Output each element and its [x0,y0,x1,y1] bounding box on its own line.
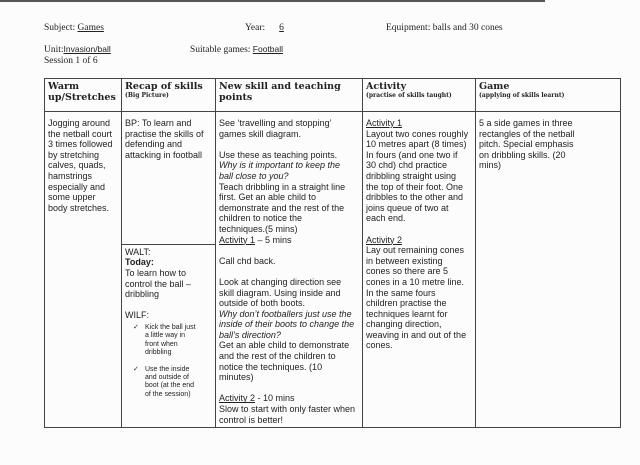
game-cell [476,112,621,428]
paragraph [219,277,359,309]
text-line: In the same fours [366,287,436,298]
text-line: techniques.(5 mins) [219,223,298,234]
paragraph [258,235,292,245]
text-line: 5 a side games in three [479,118,573,128]
paragraph [219,256,359,267]
col-header-game [476,79,621,112]
col-subtitle: (Big Picture) [125,92,169,99]
paragraph [366,245,472,351]
paragraph [125,247,212,258]
paragraph [219,393,255,403]
recap-big-picture-cell [122,112,216,245]
text-line: children to notice the [219,213,303,224]
text-line: children practise the [366,298,447,309]
text-line: Look at changing direction see [219,276,342,287]
wilf-item [125,366,212,400]
paragraph [219,160,359,181]
col-subtitle: (practise of skills taught) [366,92,452,99]
year-field [245,23,292,33]
paragraph [479,118,617,171]
text-line: on dribbling skills. (20 [479,149,566,160]
text-line: WILF: [125,310,149,321]
paragraph [258,393,295,403]
equipment-value: balls and 30 cones [432,23,503,33]
paragraph [48,118,118,213]
check-icon: ✓ [133,323,139,331]
equipment-label: Equipment: [386,23,431,33]
text-line: 10 metres apart (8 times) [366,139,467,150]
text-line: Why don’t footballers just use the [219,308,352,319]
text-line: attacking in football [125,149,203,160]
text-line: dribbling straight using [366,170,457,181]
text-line: skill diagram. Using inside and [219,287,341,298]
text-line: Kick the ball just [145,323,196,331]
text-line: pitch. Special emphasis [479,139,574,150]
paragraph [219,404,359,425]
text-line: a little way in [145,332,186,340]
text-line: ball close to you? [219,170,289,181]
text-line: practise the skills of [125,128,204,139]
paragraph [219,182,359,235]
text-line: hamstrings [48,170,93,181]
text-line: Slow to start with only faster when [219,404,356,415]
header-row [45,79,621,112]
text-line: in between existing [366,255,443,266]
spacer [219,383,359,394]
paragraph [366,235,472,246]
text-line: Lay out remaining cones [366,245,465,256]
session-label: Session 1 of 6 [44,56,98,66]
text-line: body stretches. [48,202,110,213]
text-line: dribbling [125,289,160,300]
paragraph [219,118,359,139]
text-line: - 10 mins [257,393,295,404]
text-line: dribbles to the other and [366,192,464,203]
paragraph [219,309,359,341]
suitable-games-field [190,44,283,55]
text-line: and the rest of the children to [219,351,336,362]
text-line: inside of their boots to change the [219,319,355,330]
paragraph [125,268,212,300]
text-line: weaving in and out of the [366,329,467,340]
text-line: each end. [366,213,406,224]
col-subtitle: (applying of skills learnt) [479,92,565,99]
text-line: techniques learnt for [366,308,448,319]
text-line: front when [145,340,178,348]
wilf-list [125,324,212,399]
paragraph [125,118,212,160]
unit-label: Unit: [44,45,64,55]
text-line: Activity 2 [366,234,403,245]
year-value: 6 [279,23,284,33]
text-line: Get an able child to demonstrate [219,340,350,351]
walt-block [125,247,212,321]
text-line: BP: To learn and [125,118,192,128]
text-line: control the ball – [125,278,192,289]
paragraph [125,257,212,268]
subject-value: Games [77,23,104,33]
suitable-games-label: Suitable games: [190,45,251,55]
text-line: of the session) [145,390,191,398]
text-line: especially and [48,181,106,192]
col-title: Activity [366,81,407,92]
text-line: defending and [125,139,183,150]
col-title: Warm up/Stretches [48,81,116,103]
col-title: New skill and teaching points [219,81,341,103]
text-line: – 5 mins [257,234,292,245]
text-line: In fours (and one two if [366,149,458,160]
text-line: notice the techniques. (10 [219,361,323,372]
text-line: To learn how to [125,267,187,278]
text-line: Layout two cones roughly [366,128,469,139]
text-line: dribbling [145,349,172,357]
text-line: ball’s direction? [219,329,281,340]
text-line: 3 times followed [48,139,113,150]
lesson-table [44,78,621,428]
text-line: and outside of [145,373,189,381]
text-line: changing direction, [366,319,442,330]
equipment-field [386,23,503,33]
subject-field [44,23,104,33]
col-header-recap [122,79,216,112]
paragraph [366,129,472,224]
col-title: Game [479,81,510,92]
text-line: first. Get an able child to [219,192,317,203]
text-line: demonstrate and the rest of the [219,202,345,213]
check-icon: ✓ [133,365,139,373]
spacer [219,266,359,277]
new-skill-cell [216,112,363,428]
text-line: Activity 1 [219,234,256,245]
scan-edge [0,0,545,2]
text-line: calves, quads, [48,160,106,171]
wilf-item [125,324,212,358]
warmup-cell [45,112,122,428]
text-line: by stretching [48,149,100,160]
col-header-new-skill [216,79,363,112]
recap-walt-cell [122,244,216,427]
paragraph [219,150,359,161]
text-line: Jogging around [48,118,111,128]
year-label: Year: [245,23,266,33]
text-line: Activity 1 [366,118,403,128]
text-line: cones. [366,340,393,351]
col-title: Recap of skills [125,81,203,92]
text-line: joins queue of two at [366,202,449,213]
text-line: cones in a 10 metre line. [366,276,465,287]
text-line: the netball court [48,128,113,139]
unit-field [44,44,111,55]
paragraph [125,310,212,321]
spacer [219,139,359,150]
paragraph [366,118,472,129]
spacer [125,300,212,311]
col-header-activity [363,79,476,112]
col-header-warmup [45,79,122,112]
text-line: cones so there are 5 [366,266,449,277]
text-line: Teach dribbling in a straight line [219,181,346,192]
activity-cell [363,112,476,428]
paragraph [219,235,255,245]
paragraph [219,340,359,382]
text-line: the top of their foot. One [366,181,464,192]
text-line: outside of both boots. [219,298,306,309]
text-line: Use the inside [145,365,190,373]
text-line: WALT: [125,246,151,257]
text-line: See ‘travelling and stopping’ [219,118,332,128]
unit-value: Invasion/ball [63,44,111,54]
text-line: Today: [125,257,154,268]
spacer [366,224,472,235]
text-line: mins) [479,160,501,171]
text-line: some upper [48,192,96,203]
text-line: rectangles of the netball [479,128,575,139]
suitable-games-value: Football [252,44,284,54]
text-line: 30 chd) chd practice [366,160,448,171]
text-line: Call chd back. [219,255,276,266]
text-line: Activity 2 [219,393,256,404]
text-line: Use these as teaching points. [219,149,338,160]
text-line: Why is it important to keep the [219,160,341,171]
spacer [219,245,359,256]
table-row [45,112,621,245]
subject-label: Subject: [44,23,76,33]
text-line: minutes) [219,372,254,383]
text-line: games skill diagram. [219,128,302,139]
text-line: boot (at the end [145,382,195,390]
text-line: control is better! [219,414,284,425]
